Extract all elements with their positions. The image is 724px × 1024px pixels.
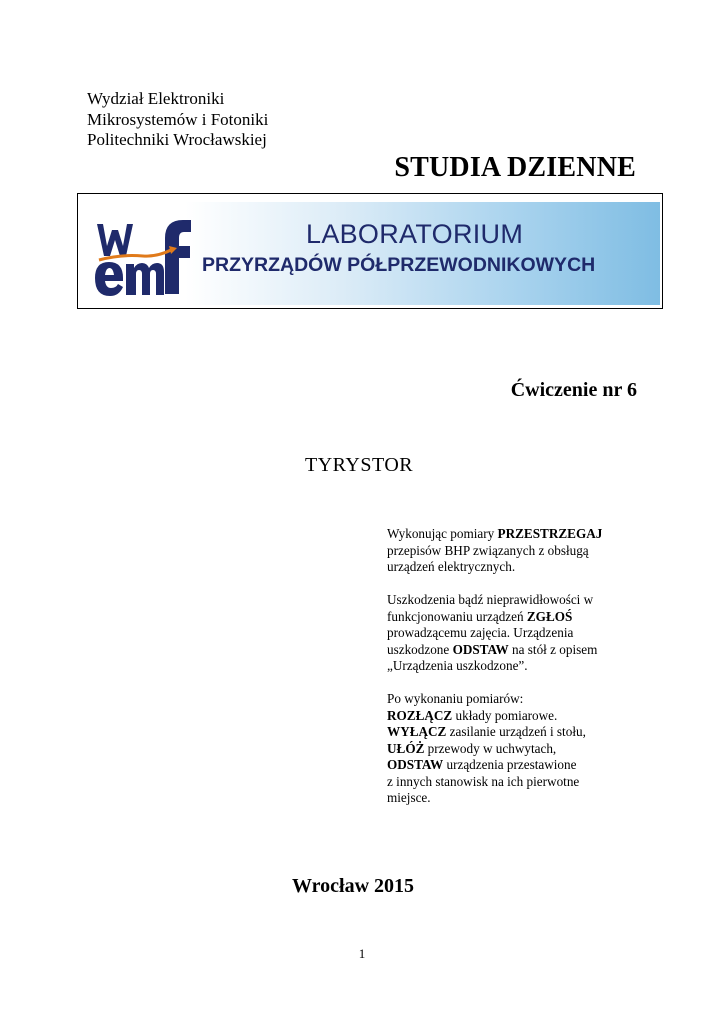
exercise-title: TYRYSTOR bbox=[305, 454, 414, 476]
faculty-name bbox=[87, 89, 268, 151]
note-text: urządzenia przestawione bbox=[443, 757, 577, 772]
note-keyword: PRZESTRZEGAJ bbox=[497, 526, 603, 541]
note-text: „Urządzenia uszkodzone”. bbox=[387, 658, 528, 673]
note-paragraph-2 bbox=[387, 592, 631, 675]
note-keyword: UŁÓŻ bbox=[387, 740, 425, 756]
note-text: urządzeń elektrycznych. bbox=[387, 559, 516, 574]
faculty-line-1: Wydział Elektroniki bbox=[87, 89, 225, 108]
page-number: 1 bbox=[358, 946, 366, 961]
note-paragraph-3 bbox=[387, 691, 631, 807]
note-keyword: WYŁĄCZ bbox=[387, 724, 447, 739]
note-text: Wykonując pomiary bbox=[387, 526, 498, 541]
note-keyword: ODSTAW bbox=[452, 641, 509, 657]
note-text: uszkodzone bbox=[387, 641, 453, 657]
note-text: przewody w uchwytach, bbox=[424, 740, 557, 756]
wemf-logo bbox=[91, 216, 201, 298]
exercise-number: Ćwiczenie nr 6 bbox=[510, 379, 637, 401]
note-keyword: ZGŁOŚ bbox=[526, 608, 573, 624]
note-text: układy pomiarowe. bbox=[452, 707, 558, 723]
safety-notes bbox=[387, 526, 631, 823]
faculty-line-3: Politechniki Wrocławskiej bbox=[87, 130, 267, 149]
note-paragraph-1 bbox=[387, 526, 631, 576]
note-text: Uszkodzenia bądź nieprawidłowości w bbox=[387, 592, 594, 607]
note-text: na stół z opisem bbox=[508, 641, 598, 657]
lab-banner bbox=[77, 193, 663, 309]
faculty-line-2: Mikrosystemów i Fotoniki bbox=[87, 109, 269, 129]
banner-subtitle: PRZYRZĄDÓW PÓŁPRZEWODNIKOWYCH bbox=[202, 254, 596, 276]
note-text: z innych stanowisk na ich pierwotne bbox=[387, 773, 580, 789]
note-keyword: ROZŁĄCZ bbox=[387, 707, 453, 723]
banner-gradient bbox=[81, 202, 660, 305]
note-text: miejsce. bbox=[387, 790, 431, 805]
note-text: prowadzącemu zajęcia. Urządzenia bbox=[387, 625, 574, 640]
study-mode-heading: STUDIA DZIENNE bbox=[394, 152, 636, 183]
note-text: Po wykonaniu pomiarów: bbox=[387, 691, 524, 706]
note-text: zasilanie urządzeń i stołu, bbox=[446, 724, 586, 739]
note-keyword: ODSTAW bbox=[387, 757, 444, 772]
note-text: funkcjonowaniu urządzeń bbox=[387, 608, 527, 624]
city-year: Wrocław 2015 bbox=[292, 875, 415, 897]
note-text: przepisów BHP związanych z obsługą bbox=[387, 542, 589, 558]
banner-title: LABORATORIUM bbox=[306, 219, 524, 249]
